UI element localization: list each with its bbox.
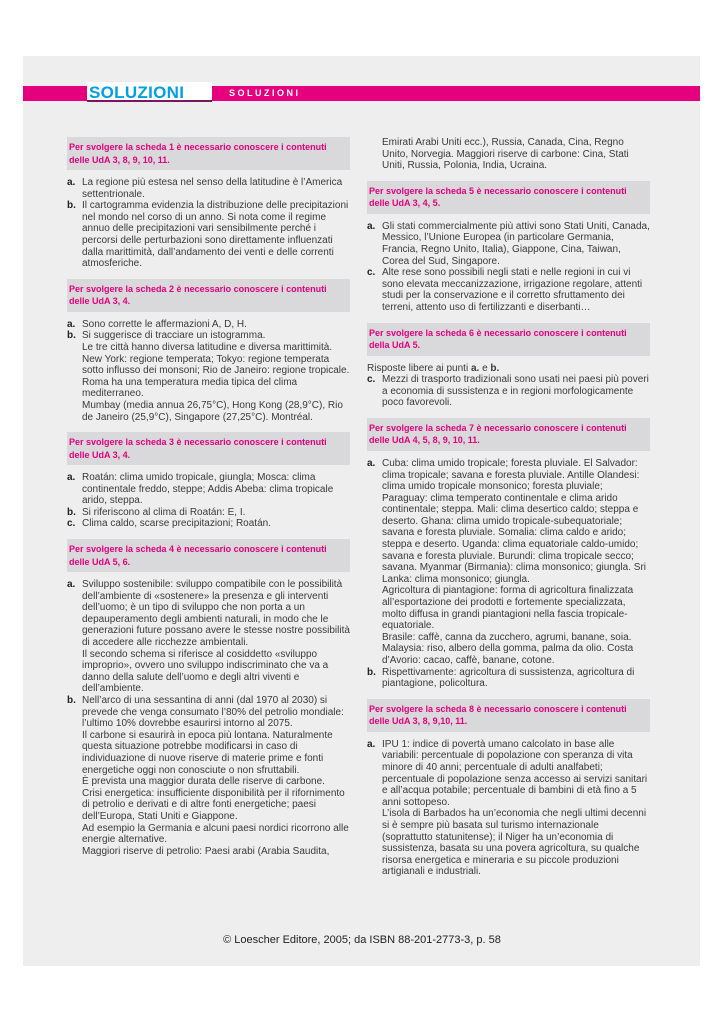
section-heading-7: Per svolgere la scheda 7 è necessario conoscere i contenuti delle UdA 4, 5, 8, 9, 10, 11.: [367, 418, 650, 451]
answer-a: a. IPU 1: indice di povertà umano calcolato in base alle variabili: percentuale di popolazione con speranza di vita minore di 40 anni; percentuale di adulti analfabeti; percentuale di popolazione senza accesso ai servizi sanitari e all’acqua potabile; percentuale di bambini di età fino a 5 anni sottopeso. L’isola di Barbados ha un’economia che negli ultimi decenni si è sempre più basata sul turismo internazionale (soprattutto statunitense); il Niger ha un’economia di sussistenza, basata su una povera agricoltura, su qualche risorsa energetica e mineraria e su piccole produzioni artigianali e industriali.: [367, 738, 648, 878]
answer-b: b. Si suggerisce di tracciare un istogramma. Le tre città hanno diversa latitudine e diversa marittimità. New York: regione temperata; Tokyo: regione temperata sotto influsso dei monsoni; Rio de Janeiro: regione tropicale. Roma ha una temperatura media tipica del clima mediterraneo. Mumbay (media annua 26,75°C), Hong Kong (28,9°C), Rio de Janeiro (25,9°C), Singapore (27,25°C). Montréal.: [67, 330, 350, 423]
answer-b: b. Il cartogramma evidenzia la distribuzione delle precipitazioni nel mondo nel corso di un anno. Si nota come il regime annuo delle precipitazioni vari sensibilmente perché i percorsi delle perturbazioni sono direttamente influenzati dalla marittimità, dall’andamento dei venti e delle correnti atmosferiche.: [67, 200, 349, 270]
section-heading-2: Per svolgere la scheda 2 è necessario conoscere i contenuti delle UdA 3, 4.: [67, 279, 350, 312]
section-heading-4: Per svolgere la scheda 4 è necessario conoscere i contenuti delle UdA 5, 6.: [67, 539, 350, 572]
section-heading-5: Per svolgere la scheda 5 è necessario conoscere i contenuti delle UdA 3, 4, 5.: [367, 181, 650, 214]
answer-b: b. Nell’arco di una sessantina di anni (dal 1970 al 2030) si prevede che venga consumato l’80% del petrolio mondiale: l’ultimo 10% dovrebbe esaurirsi intorno al 2075. Il carbone si esaurirà in epoca più lontana. Naturalmente questa situazione potrebbe modificarsi in caso di individuazione di nuove riserve di materie prime e fonti energetiche oggi non conosciute o non sfruttabili. È prevista una maggior durata delle riserve di carbone. Crisi energetica: insufficiente disponibilità per il rifornimento di petrolio e derivati e di altre fonti energetiche; paesi dell’Europa, Stati Uniti e Giappone. Ad esempio la Germania e alcuni paesi nordici ricorrono alle energie alternative. Maggiori riserve di petrolio: Paesi arabi (Arabia Saudita,: [67, 695, 349, 857]
answer-a: a. Cuba: clima umido tropicale; foresta pluviale. El Salvador: clima tropicale; savana e foresta pluviale. Antille Olandesi: clima umido tropicale monsonico; foresta pluviale; Paraguay: clima temperato continentale e clima arido continentale; steppa. Mali: clima desertico caldo; steppa e deserto. Ghana: clima umido tropicale-subequatoriale; savana e foresta pluviale. Somalia: clima caldo e arido; steppa e deserto. Uganda: clima equatoriale caldo-umido; savana e foresta pluviale. Burundi: clima tropicale secco; savana. Myanmar (Birmania): clima monsonico; giungla. Sri Lanka: clima monsonico; giungla. Agricoltura di piantagione: forma di agricoltura finalizzata all’esportazione dei prodotti e fortemente specializzata, molto diffusa in grandi piantagioni nella fascia tropicale-equatoriale. Brasile: caffè, canna da zucchero, agrumi, banane, soia. Malaysia: riso, albero della gomma, palma da olio. Costa d’Avorio: cacao, caffè, banane, cotone.: [367, 457, 646, 666]
answer-a: a. La regione più estesa nel senso della latitudine è l’America settentrionale.: [67, 177, 343, 200]
answer-a: a. Roatán: clima umido tropicale, giungla; Mosca: clima continentale freddo, steppe; Addis Abeba: clima tropicale arido, steppa.: [67, 472, 334, 507]
section-heading-8: Per svolgere la scheda 8 è necessario conoscere i contenuti delle UdA 3, 8, 9,10, 11.: [367, 699, 650, 732]
answer-a: a. Sono corrette le affermazioni A, D, H.: [67, 318, 247, 330]
page-title: SOLUZIONI: [87, 82, 212, 102]
right-column: [367, 137, 650, 878]
copyright-footer: © Loescher Editore, 2005; da ISBN 88-201-2773-3, p. 58: [223, 934, 501, 946]
answer-a: a. Gli stati commercialmente più attivi sono Stati Uniti, Canada, Messico, l’Unione Europea (in particolare Germania, Francia, Regno Unito, Italia), Giappone, Cina, Taiwan, Corea del Sud, Singapore.: [367, 220, 650, 267]
continuation-text: Emirati Arabi Uniti ecc.), Russia, Canada, Cina, Regno Unito, Norvegia. Maggiori riserve di carbone: Cina, Stati Uniti, Russia, Polonia, India, Ucraina.: [382, 137, 629, 172]
answer-b: b. Si riferiscono al clima di Roatán: E, I.: [67, 506, 246, 518]
section-heading-1: Per svolgere la scheda 1 è necessario conoscere i contenuti delle UdA 3, 8, 9, 10, 11.: [67, 137, 350, 170]
section-heading-3: Per svolgere la scheda 3 è necessario conoscere i contenuti delle UdA 3, 4.: [67, 432, 350, 465]
answer-c: c. Clima caldo, scarse precipitazioni; Roatán.: [67, 518, 271, 530]
answer-b: b. Rispettivamente: agricoltura di sussistenza, agricoltura di piantagione, policoltura.: [367, 666, 635, 690]
header-label: SOLUZIONI: [229, 88, 301, 98]
left-column: [67, 137, 350, 857]
free-answers-note: Risposte libere ai punti a. e b.: [367, 362, 500, 374]
answer-c: c. Alte rese sono possibili negli stati e nelle regioni in cui vi sono elevata meccanizzazione, irrigazione regolare, attenti studi per la conservazione e il corretto sfruttamento dei terreni, attento uso di fertilizzanti e diserbanti…: [367, 267, 643, 313]
section-heading-6: Per svolgere la scheda 6 è necessario conoscere i contenuti della UdA 5.: [367, 323, 650, 356]
answer-a: a. Sviluppo sostenibile: sviluppo compatibile con le possibilità dell’ambiente di «sostenere» la presenza e gli interventi dell’uomo; è un tipo di sviluppo che non porta a un depauperamento degli ambienti naturali, in modo che le generazioni future possano avere le stesse nostre possibilità di accedere alle ricchezze ambientali. Il secondo schema si riferisce al cosiddetto «sviluppo improprio», ovvero uno sviluppo indiscriminato che va a danno della salute dell’uomo e degli altri viventi e dell’ambiente.: [67, 579, 350, 695]
answer-c: c. Mezzi di trasporto tradizionali sono usati nei paesi più poveri a economia di sussistenza e in regioni morfologicamente poco favorevoli.: [367, 374, 649, 409]
